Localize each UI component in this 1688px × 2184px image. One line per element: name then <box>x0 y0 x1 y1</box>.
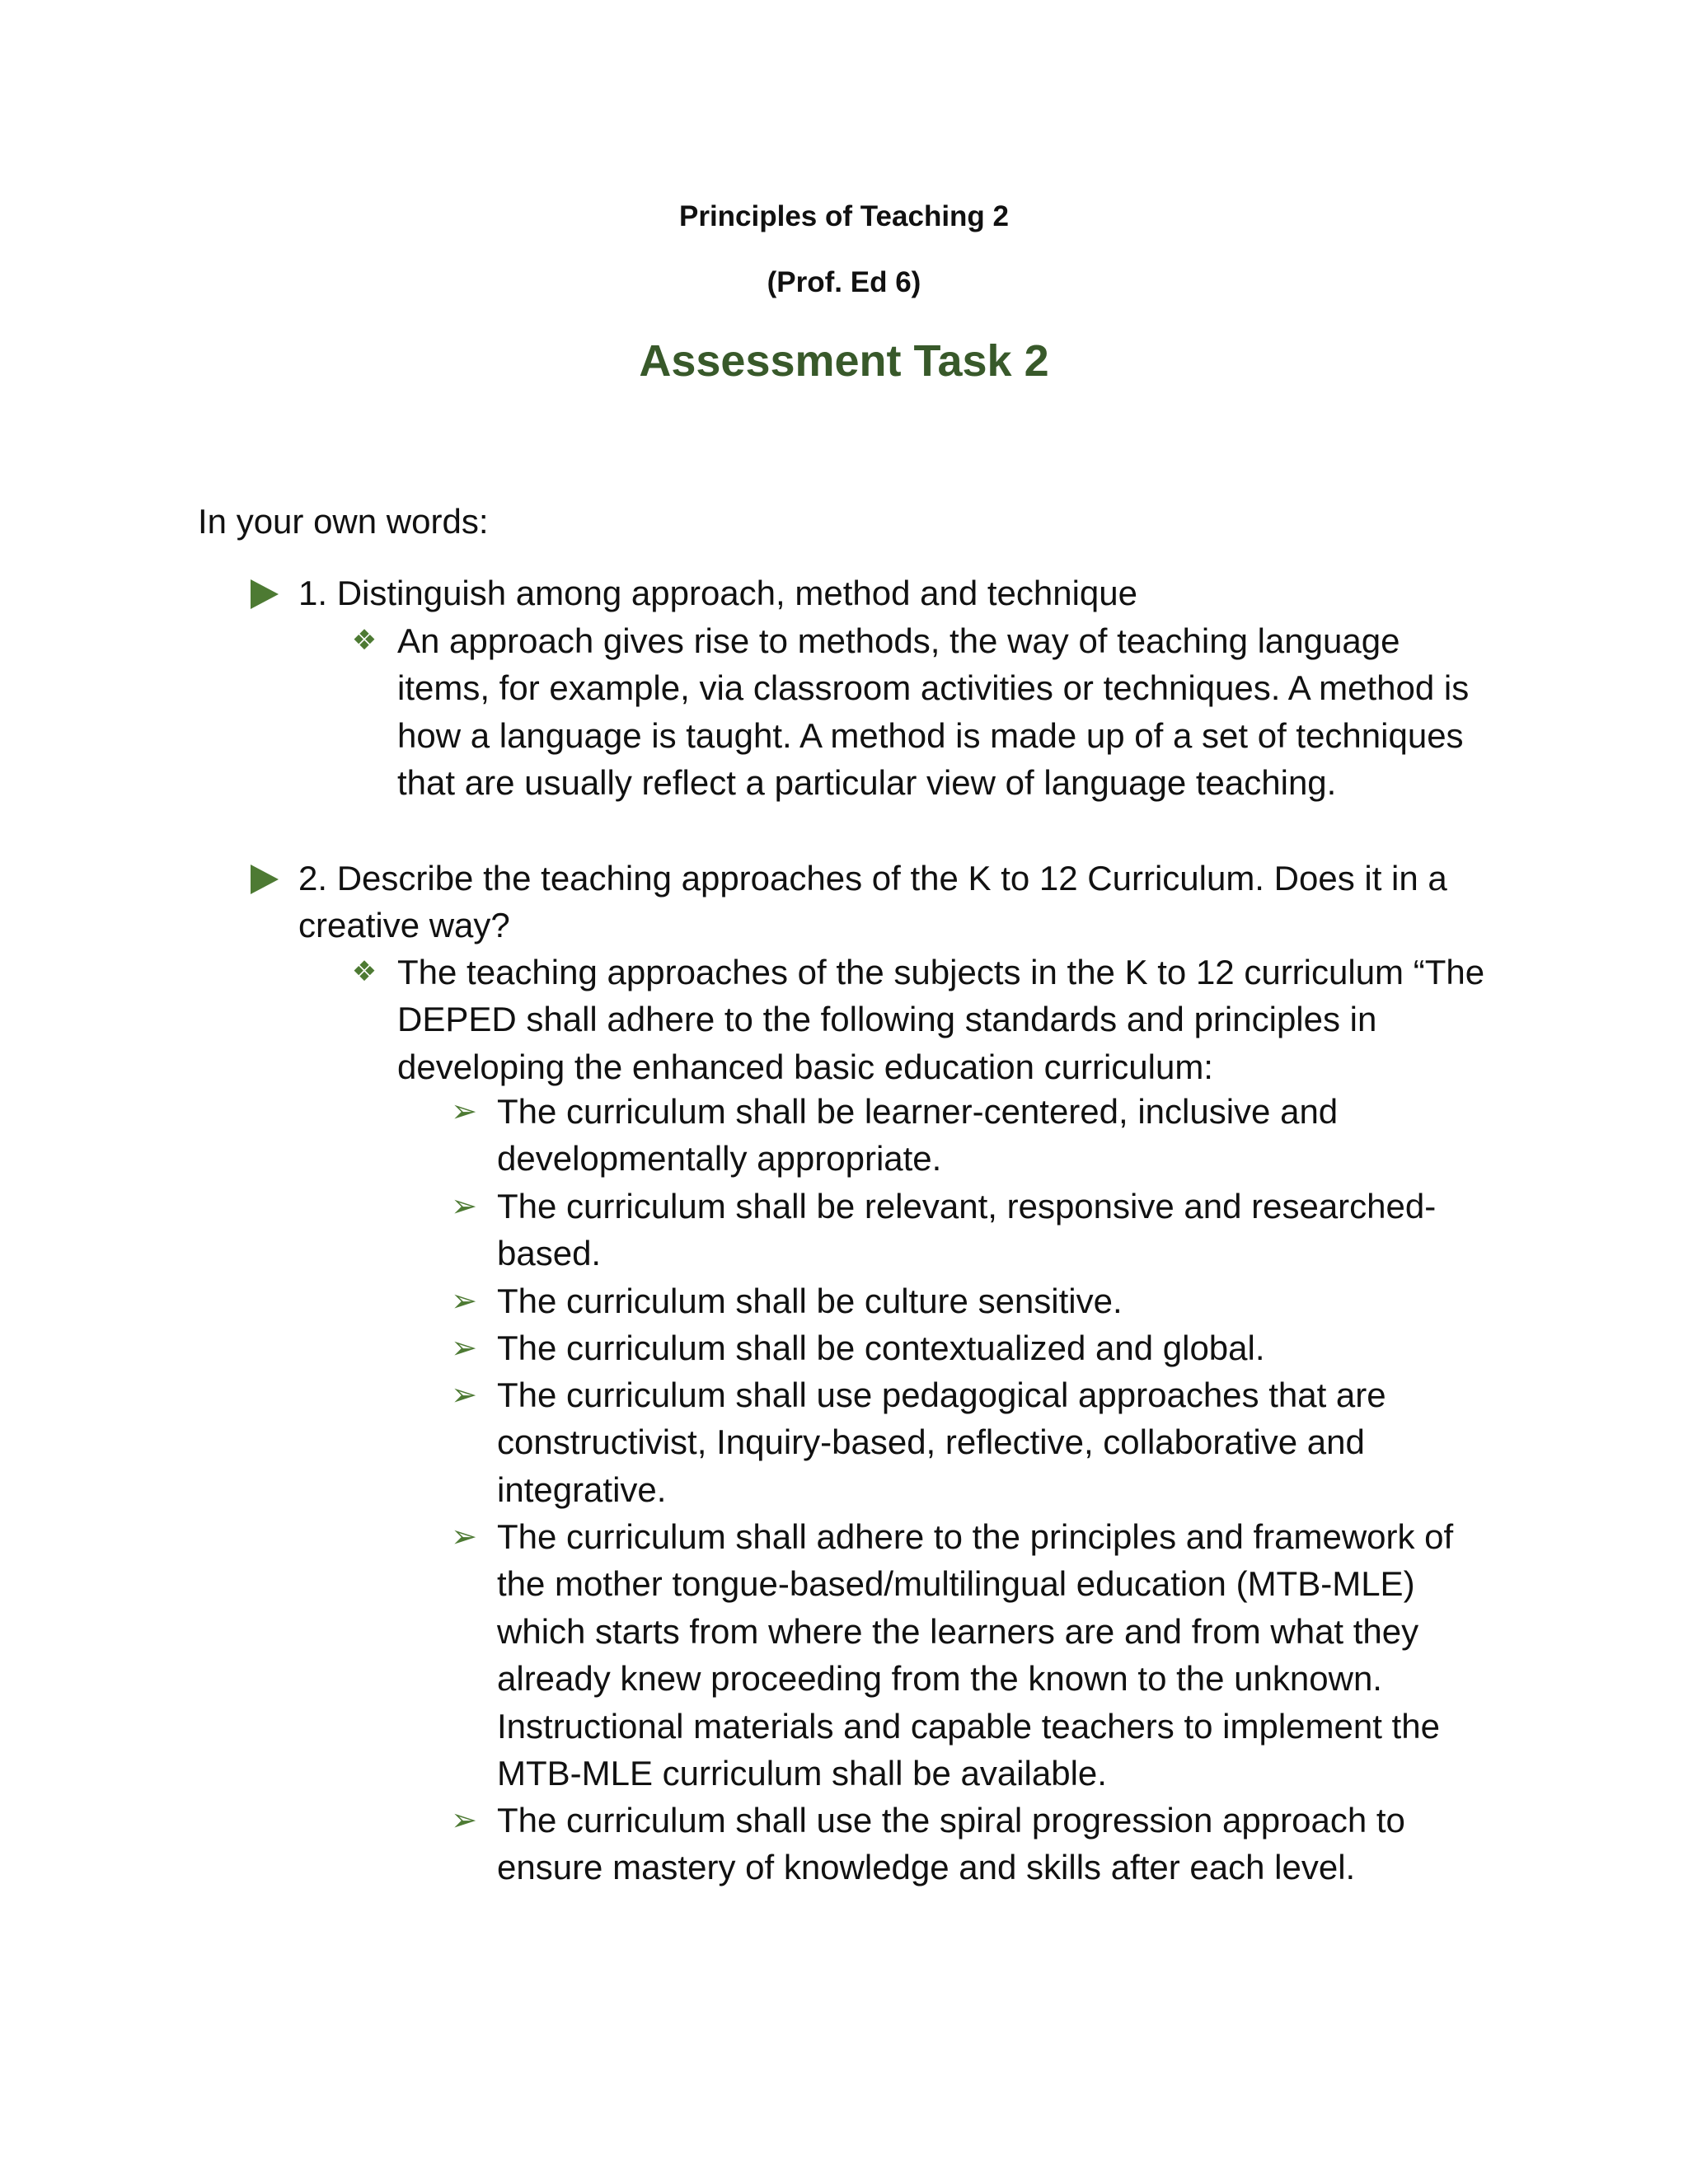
question-1 <box>298 569 1485 616</box>
chevron-arrow-icon: ➢ <box>451 1282 477 1319</box>
list-item <box>451 1324 1511 1371</box>
triangle-arrow-icon <box>251 865 279 894</box>
list-item-text: The curriculum shall use pedagogical approaches that are constructivist, Inquiry-based, reflective, collaborative and integrative. <box>497 1376 1386 1509</box>
list-item-text: The curriculum shall use the spiral progression approach to ensure mastery of knowledge and skills after each level. <box>497 1801 1405 1887</box>
chevron-arrow-icon: ➢ <box>451 1188 477 1224</box>
list-item <box>451 1183 1511 1277</box>
question-2 <box>298 855 1485 949</box>
list-item-text: The curriculum shall be contextualized and global. <box>497 1329 1265 1367</box>
task-title: Assessment Task 2 <box>639 336 1049 386</box>
list-item <box>451 1513 1511 1797</box>
course-code: (Prof. Ed 6) <box>767 266 921 298</box>
chevron-arrow-icon: ➢ <box>451 1329 477 1366</box>
question-1-text: 1. Distinguish among approach, method and technique <box>298 574 1138 612</box>
chevron-arrow-icon: ➢ <box>451 1802 477 1838</box>
triangle-arrow-icon <box>251 579 279 609</box>
answer-1 <box>351 617 1502 807</box>
course-title: Principles of Teaching 2 <box>678 200 1009 232</box>
list-item-text: The curriculum shall be culture sensitive. <box>497 1282 1123 1320</box>
list-item <box>451 1371 1511 1513</box>
chevron-arrow-icon: ➢ <box>451 1093 477 1129</box>
four-diamond-icon: ❖ <box>351 624 377 657</box>
list-item-text: The curriculum shall adhere to the principles and framework of the mother tongue-based/multilingual education (MTB-MLE) which starts from where the learners are and from what they already knew proceeding from the known to the unknown. Instructional materials and capable teachers to implement the MTB-MLE curriculum shall be available. <box>497 1517 1454 1793</box>
chevron-arrow-icon: ➢ <box>451 1518 477 1554</box>
list-item <box>451 1088 1511 1183</box>
answer-2-text: The teaching approaches of the subjects in the K to 12 curriculum “The DEPED shall adhere to the following standards and principles in developing the enhanced basic education curriculum: <box>397 953 1485 1086</box>
question-2-text: 2. Describe the teaching approaches of the K to 12 Curriculum. Does it in a creative way? <box>298 859 1447 944</box>
list-item <box>451 1797 1511 1891</box>
answer-1-text: An approach gives rise to methods, the way of teaching language items, for example, via classroom activities or techniques. A method is how a language is taught. A method is made up of a set of techniques that are usually reflect a particular view of language teaching. <box>397 621 1470 803</box>
answer-2 <box>351 949 1502 1090</box>
four-diamond-icon: ❖ <box>351 955 377 988</box>
list-item-text: The curriculum shall be learner-centered, inclusive and developmentally appropriate. <box>497 1092 1339 1179</box>
list-item <box>451 1277 1511 1324</box>
chevron-arrow-icon: ➢ <box>451 1376 477 1413</box>
intro-text: In your own words: <box>198 502 489 541</box>
list-item-text: The curriculum shall be relevant, responsive and researched-based. <box>497 1187 1437 1273</box>
